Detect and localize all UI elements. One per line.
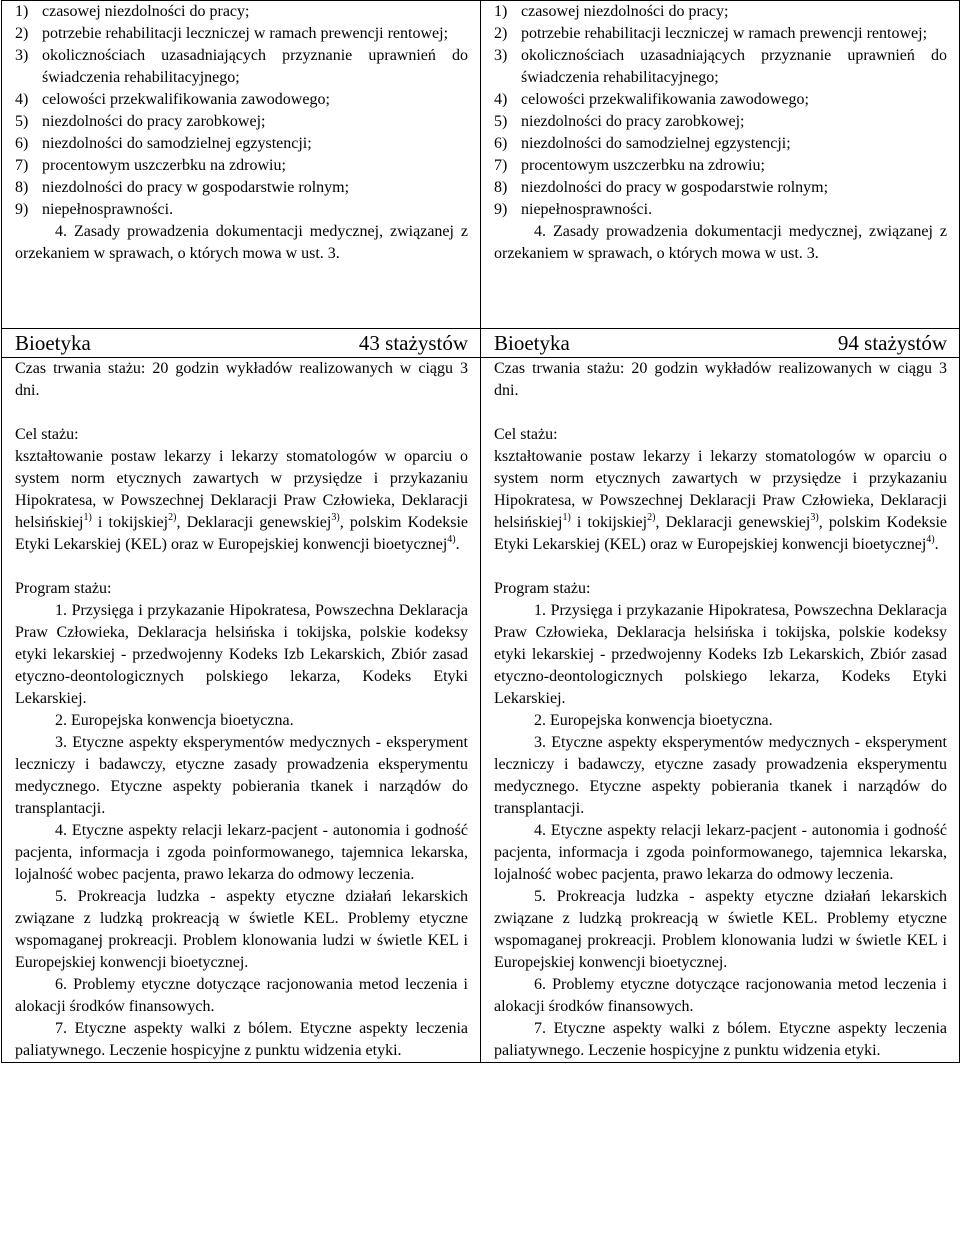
duration-text: Czas trwania stażu: 20 godzin wykładów realizowanych w ciągu 3 dni. — [494, 360, 947, 399]
program-item: 1. Przysięga i przykazanie Hipokratesa, Powszechna Deklaracja Praw Człowieka, Deklaracja helsińska i tokijska, polskie kodeksy etyki lekarskiej - przedwojenny Kodeks Izb Lekarskich, Zbiór zasad etyczno-deontologicznych polskiego lekarza, Kodeks Etyki Lekarskiej. — [494, 602, 947, 707]
list-item — [494, 155, 947, 177]
list-item-text: procentowym uszczerbku na zdrowiu; — [521, 157, 765, 174]
list-item — [494, 177, 947, 199]
certification-list — [15, 1, 468, 221]
program-item: 2. Europejska konwencja bioetyczna. — [55, 712, 294, 729]
list-item — [494, 133, 947, 155]
list-item-number: 6) — [494, 135, 508, 152]
goal-text: kształtowanie postaw lekarzy i lekarzy stomatologów w oparciu o system norm etycznych zawartych w przysiędze i przykazaniu Hipokratesa, w Powszechnej Deklaracji Praw Człowieka, Deklaracji helsińskiej$^{1)}$ i tokijskiej$^{2)}$, Deklaracji genewskiej$^{3)}$, polskim Kodeksie Etyki Lekarskiej (KEL) oraz w Europejskiej konwencji bioetycznej$^{4)}$. — [494, 448, 948, 553]
course-body-left — [2, 358, 481, 1063]
course-title: Bioetyka — [494, 331, 570, 355]
list-item-number: 4) — [15, 91, 29, 108]
intern-count: 94 stażystów — [837, 331, 947, 355]
list-item — [15, 133, 468, 155]
program-item: 2. Europejska konwencja bioetyczna. — [534, 712, 773, 729]
list-item — [15, 199, 468, 221]
program-item: 4. Etyczne aspekty relacji lekarz-pacjent - autonomia i godność pacjenta, informacja i zgoda poinformowanego, tajemnica lekarska, lojalność wobec pacjenta, prawo lekarza do odmowy leczenia. — [15, 822, 468, 883]
list-item — [15, 177, 468, 199]
list-item-number: 7) — [494, 157, 508, 174]
list-item — [15, 1, 468, 23]
list-item-text: czasowej niezdolności do pracy; — [521, 3, 729, 20]
list-item-text: potrzebie rehabilitacji leczniczej w ramach prewencji rentowej; — [521, 25, 928, 42]
list-item-text: niezdolności do pracy w gospodarstwie rolnym; — [521, 179, 829, 196]
list-item-number: 2) — [15, 25, 29, 42]
point-4: 4. Zasady prowadzenia dokumentacji medycznej, związanej z orzekaniem w sprawach, o których mowa w ust. 3. — [494, 223, 947, 262]
list-item-number: 1) — [15, 3, 29, 20]
goal-label: Cel stażu: — [494, 426, 558, 443]
intern-count: 43 stażystów — [358, 331, 468, 355]
list-item-text: niezdolności do pracy zarobkowej; — [521, 113, 745, 130]
list-item-number: 8) — [494, 179, 508, 196]
list-item — [494, 89, 947, 111]
program-label: Program stażu: — [15, 580, 112, 597]
list-item-text: niezdolności do pracy w gospodarstwie rolnym; — [42, 179, 350, 196]
list-item-number: 7) — [15, 157, 29, 174]
list-item-text: potrzebie rehabilitacji leczniczej w ramach prewencji rentowej; — [42, 25, 449, 42]
program-item: 7. Etyczne aspekty walki z bólem. Etyczne aspekty leczenia paliatywnego. Leczenie hospicyjne z punktu widzenia etyki. — [494, 1020, 947, 1059]
list-item-text: okolicznościach uzasadniających przyznanie uprawnień do świadczenia rehabilitacyjnego; — [42, 47, 468, 86]
top-right-cell — [481, 1, 960, 329]
list-item-text: celowości przekwalifikowania zawodowego; — [42, 91, 330, 108]
list-item-text: procentowym uszczerbku na zdrowiu; — [42, 157, 286, 174]
program-item: 1. Przysięga i przykazanie Hipokratesa, Powszechna Deklaracja Praw Człowieka, Deklaracja helsińska i tokijska, polskie kodeksy etyki lekarskiej - przedwojenny Kodeks Izb Lekarskich, Zbiór zasad etyczno-deontologicznych polskiego lekarza, Kodeks Etyki Lekarskiej. — [15, 602, 468, 707]
course-header-right — [481, 329, 960, 358]
list-item-text: niezdolności do pracy zarobkowej; — [42, 113, 266, 130]
list-item-number: 6) — [15, 135, 29, 152]
list-item-text: niezdolności do samodzielnej egzystencji; — [42, 135, 312, 152]
list-item-number: 9) — [15, 201, 29, 218]
list-item-number: 3) — [15, 47, 29, 64]
list-item — [15, 89, 468, 111]
point-4: 4. Zasady prowadzenia dokumentacji medycznej, związanej z orzekaniem w sprawach, o których mowa w ust. 3. — [15, 223, 468, 262]
list-item — [494, 45, 947, 89]
program-item: 6. Problemy etyczne dotyczące racjonowania metod leczenia i alokacji środków finansowych. — [494, 976, 947, 1015]
program-item: 5. Prokreacja ludzka - aspekty etyczne działań lekarskich związane z ludzką prokreacją w świetle KEL. Problemy etyczne wspomaganej prokreacji. Problem klonowania ludzi w świetle KEL i Europejskiej konwencji bioetycznej. — [494, 888, 947, 971]
program-item: 5. Prokreacja ludzka - aspekty etyczne działań lekarskich związane z ludzką prokreacją w świetle KEL. Problemy etyczne wspomaganej prokreacji. Problem klonowania ludzi w świetle KEL i Europejskiej konwencji bioetycznej. — [15, 888, 468, 971]
list-item-text: okolicznościach uzasadniających przyznanie uprawnień do świadczenia rehabilitacyjnego; — [521, 47, 947, 86]
list-item-number: 8) — [15, 179, 29, 196]
program-table — [1, 0, 960, 1063]
course-body-row — [2, 358, 960, 1063]
list-item-text: celowości przekwalifikowania zawodowego; — [521, 91, 809, 108]
list-item-text: niepełnosprawności. — [521, 201, 653, 218]
goal-label: Cel stażu: — [15, 426, 79, 443]
course-header-left — [2, 329, 481, 358]
list-item-number: 4) — [494, 91, 508, 108]
list-item — [15, 23, 468, 45]
list-item — [15, 155, 468, 177]
list-item — [15, 45, 468, 89]
list-item-text: niepełnosprawności. — [42, 201, 174, 218]
course-body-right — [481, 358, 960, 1063]
course-header-row — [2, 329, 960, 358]
certification-list — [494, 1, 947, 221]
list-item — [494, 1, 947, 23]
program-item: 3. Etyczne aspekty eksperymentów medycznych - eksperyment leczniczy i badawczy, etyczne zasady prowadzenia eksperymentu medycznego. Etyczne aspekty pobierania tkanek i narządów do transplantacji. — [15, 734, 468, 817]
goal-text: kształtowanie postaw lekarzy i lekarzy stomatologów w oparciu o system norm etycznych zawartych w przysiędze i przykazaniu Hipokratesa, w Powszechnej Deklaracji Praw Człowieka, Deklaracji helsińskiej$^{1)}$ i tokijskiej$^{2)}$, Deklaracji genewskiej$^{3)}$, polskim Kodeksie Etyki Lekarskiej (KEL) oraz w Europejskiej konwencji bioetycznej$^{4)}$. — [15, 448, 469, 553]
top-left-cell — [2, 1, 481, 329]
list-item — [494, 23, 947, 45]
program-label: Program stażu: — [494, 580, 591, 597]
list-item — [494, 199, 947, 221]
list-item-number: 3) — [494, 47, 508, 64]
list-item — [494, 111, 947, 133]
course-title: Bioetyka — [15, 331, 91, 355]
list-item-number: 2) — [494, 25, 508, 42]
list-item-number: 5) — [15, 113, 29, 130]
list-item — [15, 111, 468, 133]
list-item-text: niezdolności do samodzielnej egzystencji; — [521, 135, 791, 152]
list-item-number: 9) — [494, 201, 508, 218]
top-row — [2, 1, 960, 329]
list-item-text: czasowej niezdolności do pracy; — [42, 3, 250, 20]
duration-text: Czas trwania stażu: 20 godzin wykładów realizowanych w ciągu 3 dni. — [15, 360, 468, 399]
list-item-number: 1) — [494, 3, 508, 20]
program-item: 7. Etyczne aspekty walki z bólem. Etyczne aspekty leczenia paliatywnego. Leczenie hospicyjne z punktu widzenia etyki. — [15, 1020, 468, 1059]
program-item: 4. Etyczne aspekty relacji lekarz-pacjent - autonomia i godność pacjenta, informacja i zgoda poinformowanego, tajemnica lekarska, lojalność wobec pacjenta, prawo lekarza do odmowy leczenia. — [494, 822, 947, 883]
program-item: 3. Etyczne aspekty eksperymentów medycznych - eksperyment leczniczy i badawczy, etyczne zasady prowadzenia eksperymentu medycznego. Etyczne aspekty pobierania tkanek i narządów do transplantacji. — [494, 734, 947, 817]
program-item: 6. Problemy etyczne dotyczące racjonowania metod leczenia i alokacji środków finansowych. — [15, 976, 468, 1015]
list-item-number: 5) — [494, 113, 508, 130]
